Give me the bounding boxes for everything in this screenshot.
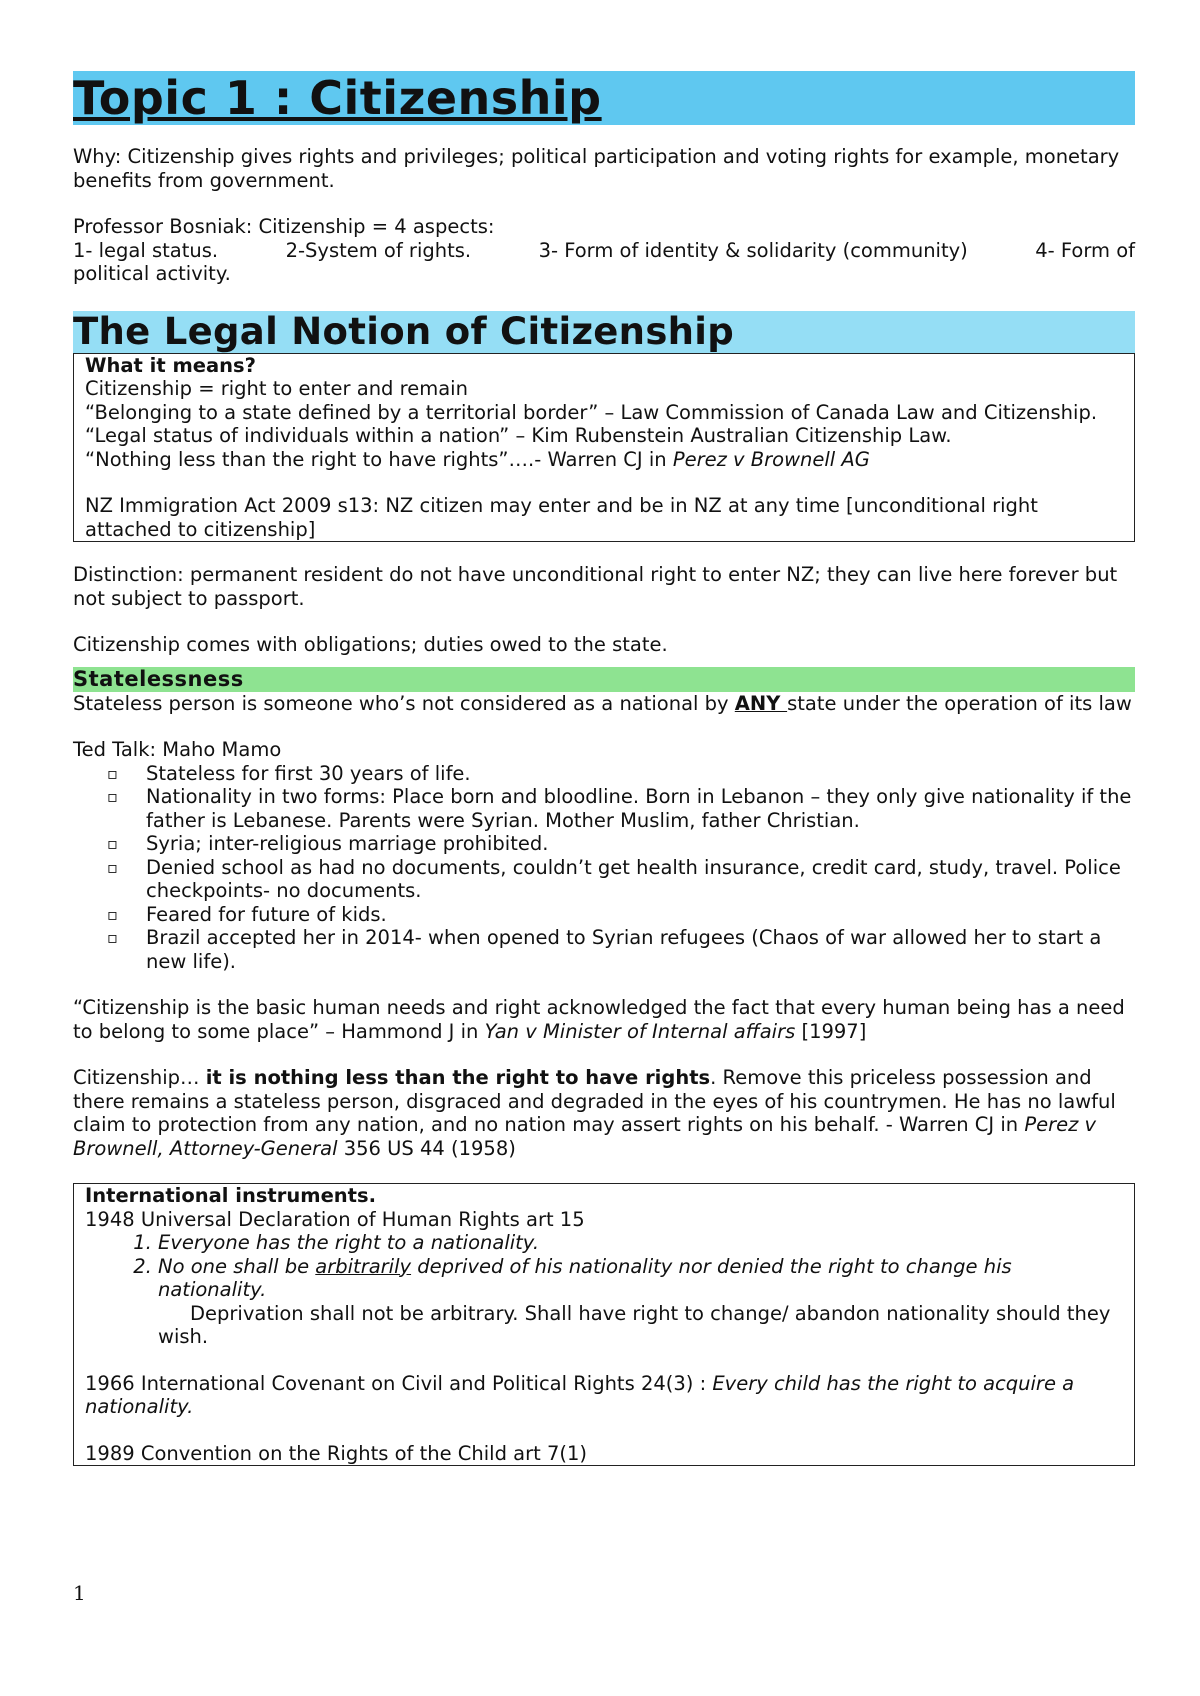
article-text: deprived of his nationality nor denied the right to change his nationality. <box>158 1254 1012 1301</box>
list-item: ▫ Feared for future of kids. <box>146 903 1135 927</box>
case-name: Perez v Brownell AG <box>672 447 870 471</box>
obligations-paragraph: Citizenship comes with obligations; duties owed to the state. <box>73 633 668 656</box>
definition-text: state under the operation of its law <box>787 691 1132 715</box>
why-paragraph <box>73 145 1135 192</box>
emphasis-any: ANY <box>734 691 788 715</box>
aspect-4-continued: political activity. <box>73 262 231 285</box>
quote-text: Citizenship… <box>73 1066 206 1089</box>
udhr-articles <box>85 1231 1124 1302</box>
document-page <box>73 71 1135 1466</box>
definition-text: Stateless person is someone who’s not considered as a national by <box>73 691 735 715</box>
list-item: ▫ Stateless for first 30 years of life. <box>146 762 1135 786</box>
ted-talk-label: Ted Talk: Maho Mamo <box>73 738 282 761</box>
case-citation: 356 US 44 (1958) <box>337 1136 516 1160</box>
udhr-line: 1948 Universal Declaration of Human Rights art 15 <box>85 1207 585 1231</box>
aspect-3: 3- Form of identity & solidarity (community) <box>538 238 968 262</box>
stateless-definition <box>73 692 1135 716</box>
article-emphasis: arbitrarily <box>315 1254 412 1278</box>
statute-line: NZ Immigration Act 2009 s13: NZ citizen may enter and be in NZ at any time [unconditional right attached to citizenship] <box>85 494 1038 541</box>
quote-text: “Nothing less than the right to have rights”….- Warren CJ in <box>85 447 673 471</box>
page-title: Topic 1 : Citizenship <box>73 71 1135 125</box>
definition-line: “Legal status of individuals within a nation” – Kim Rubenstein Australian Citizenship Law. <box>85 424 952 447</box>
what-it-means-box <box>73 353 1135 543</box>
case-name: Perez v Brownell, Attorney-General <box>73 1113 1097 1160</box>
list-item: ▫ Syria; inter-religious marriage prohibited. <box>146 832 1135 856</box>
definition-line <box>85 448 1124 472</box>
quote-text: . Remove this priceless possession and there remains a stateless person, disgraced and degraded in the eyes of his countrymen. He has no lawful claim to protection from any nation, and no nation may assert rights on his behalf. - Warren CJ in <box>73 1066 1116 1136</box>
aspect-1: 1- legal status. <box>73 238 219 262</box>
deprivation-note: Deprivation shall not be arbitrary. Shall have right to change/ abandon nationality should they wish. <box>158 1301 1111 1348</box>
bosniak-intro: Professor Bosniak: Citizenship = 4 aspects: <box>73 215 495 238</box>
aspect-2: 2-System of rights. <box>285 238 472 262</box>
section-heading-legal-notion: The Legal Notion of Citizenship <box>73 311 1135 353</box>
quote-text: “Citizenship is the basic human needs and right acknowledged the fact that every human being has a need to belong to some place” – Hammond J in <box>73 996 1125 1043</box>
quote-emphasis: it is nothing less than the right to have rights <box>205 1066 711 1089</box>
warren-quote <box>73 1066 1135 1160</box>
page-number: 1 <box>73 1581 86 1605</box>
instrument-quote: Every child has the right to acquire a nationality. <box>85 1371 1075 1418</box>
list-item: ▫ Denied school as had no documents, couldn’t get health insurance, credit card, study, travel. Police checkpoints- no documents. <box>146 856 1135 903</box>
crc-line: 1989 Convention on the Rights of the Child art 7(1) <box>85 1441 587 1465</box>
list-item: ▫ Nationality in two forms: Place born and bloodline. Born in Lebanon – they only give nationality if the father is Lebanese. Parents were Syrian. Mother Muslim, father Christian. <box>146 785 1135 832</box>
why-text: Citizenship gives rights and privileges; political participation and voting rights for example, monetary benefits from government. <box>73 145 1120 192</box>
instrument-text: 1966 International Covenant on Civil and Political Rights 24(3) : <box>85 1371 713 1395</box>
aspect-4: 4- Form of <box>1035 238 1135 262</box>
distinction-paragraph: Distinction: permanent resident do not have unconditional right to enter NZ; they can live here forever but not subject to passport. <box>73 563 1118 610</box>
box-title: International instruments. <box>85 1184 377 1207</box>
article-text: No one shall be <box>158 1254 316 1278</box>
ted-talk-bullets <box>73 762 1135 974</box>
case-year: [1997] <box>795 1019 867 1043</box>
list-item: ▫ Brazil accepted her in 2014- when opened to Syrian refugees (Chaos of war allowed her to start a new life). <box>146 926 1135 973</box>
bosniak-aspects <box>73 239 1135 263</box>
case-name: Yan v Minister of Internal affairs <box>484 1019 796 1043</box>
international-instruments-box <box>73 1183 1135 1466</box>
list-item: 1. Everyone has the right to a nationality. <box>158 1231 1124 1255</box>
section-heading-statelessness: Statelessness <box>73 667 1135 692</box>
box-title: What it means? <box>85 353 256 377</box>
definition-line: “Belonging to a state defined by a territorial border” – Law Commission of Canada Law and Citizenship. <box>85 400 1098 424</box>
iccpr-line <box>85 1372 1124 1419</box>
why-label: Why: <box>73 145 122 168</box>
hammond-quote <box>73 996 1135 1043</box>
list-item <box>158 1255 1124 1302</box>
definition-line: Citizenship = right to enter and remain <box>85 377 468 400</box>
